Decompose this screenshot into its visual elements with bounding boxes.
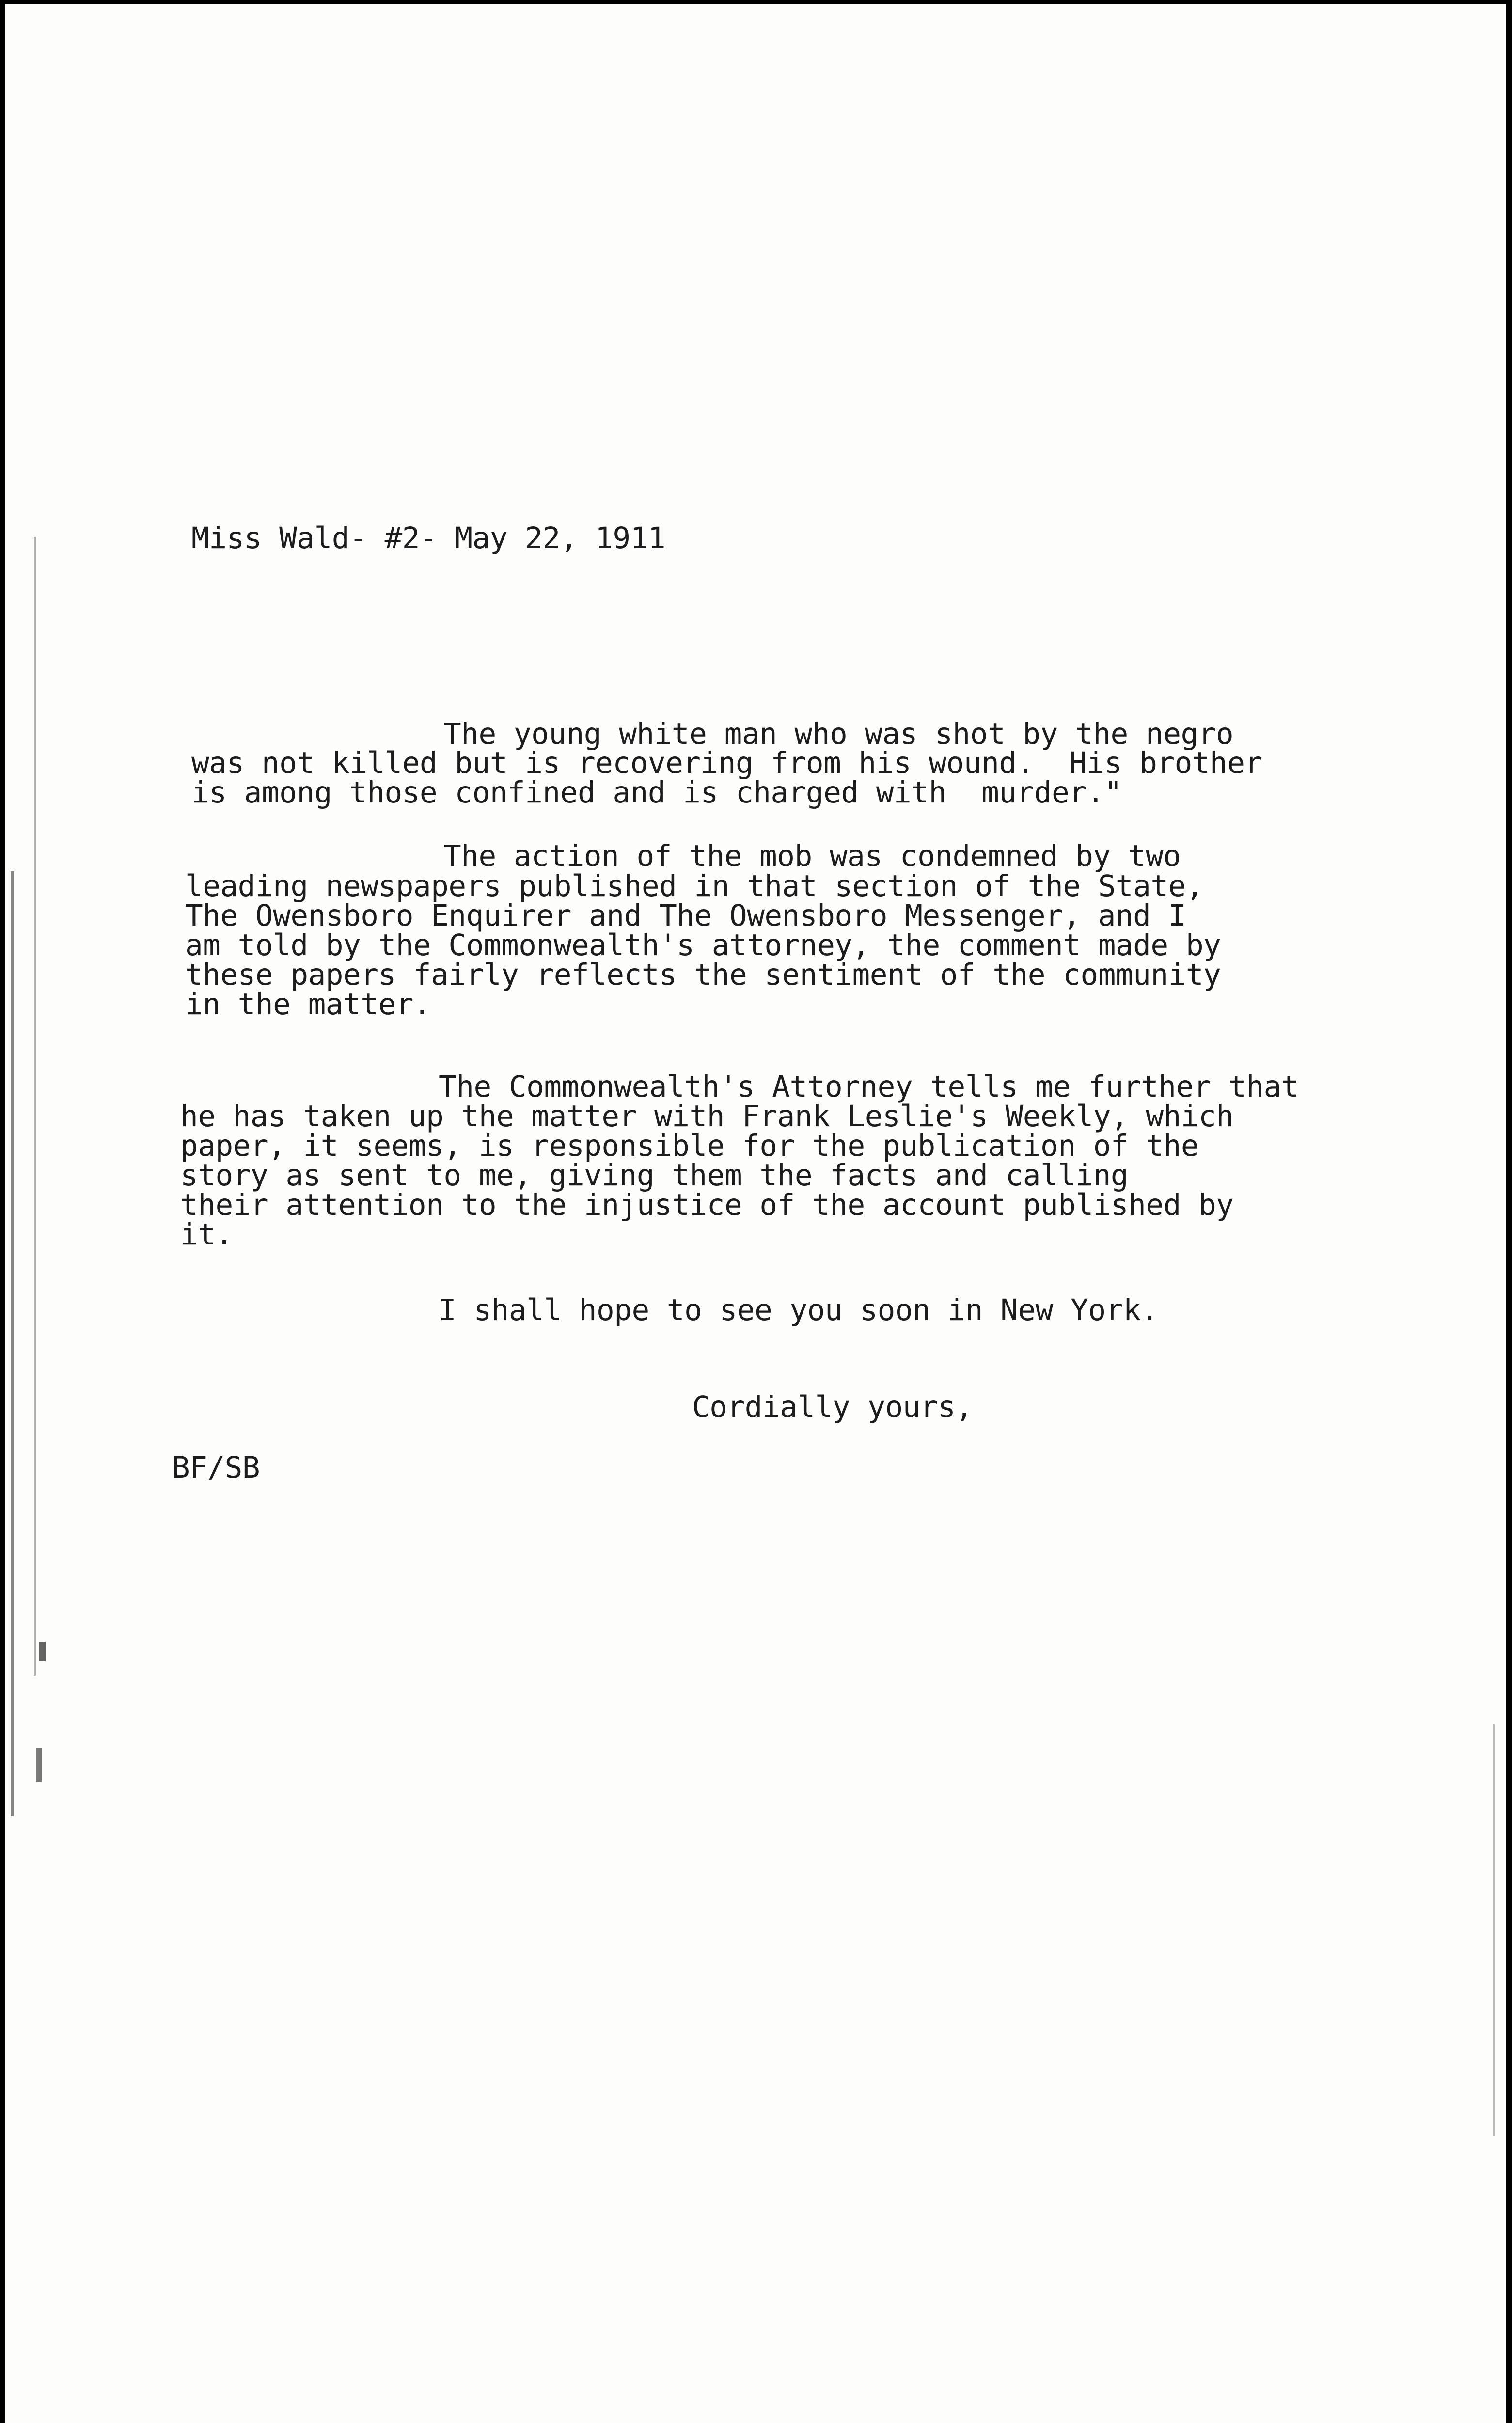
paragraph-2-line-6: in the matter. xyxy=(185,987,431,1022)
paragraph-3-line-3: paper, it seems, is responsible for the publication of the xyxy=(180,1129,1199,1163)
margin-speck xyxy=(39,1642,46,1661)
letter-closing: Cordially yours, xyxy=(692,1390,973,1424)
paragraph-1-line-2: was not killed but is recovering from his wound. His brother xyxy=(191,746,1262,780)
paragraph-2-line-1: The action of the mob was condemned by two xyxy=(443,839,1181,873)
paragraph-2-line-4: am told by the Commonwealth's attorney, the comment made by xyxy=(185,928,1221,962)
margin-scan-line xyxy=(1493,1724,1495,2136)
typist-initials: BF/SB xyxy=(172,1450,260,1485)
paragraph-3-line-2: he has taken up the matter with Frank Leslie's Weekly, which xyxy=(180,1099,1234,1133)
paragraph-2-line-2: leading newspapers published in that section of the State, xyxy=(185,869,1204,903)
paragraph-4-line-1: I shall hope to see you soon in New York. xyxy=(439,1293,1159,1327)
paragraph-1-line-3: is among those confined and is charged with murder." xyxy=(191,775,1122,810)
paragraph-3-line-6: it. xyxy=(180,1217,233,1252)
margin-scan-line xyxy=(11,871,14,1816)
letter-page xyxy=(5,4,1506,2423)
paragraph-3-line-1: The Commonwealth's Attorney tells me further that xyxy=(439,1070,1299,1104)
margin-speck xyxy=(36,1748,42,1782)
paragraph-1-line-1: The young white man who was shot by the negro xyxy=(443,717,1234,751)
paragraph-3-line-5: their attention to the injustice of the account published by xyxy=(180,1188,1234,1222)
margin-scan-line xyxy=(34,537,36,1676)
paragraph-2-line-3: The Owensboro Enquirer and The Owensboro Messenger, and I xyxy=(185,898,1186,933)
paragraph-3-line-4: story as sent to me, giving them the facts and calling xyxy=(180,1158,1129,1193)
paragraph-2-line-5: these papers fairly reflects the sentiment of the community xyxy=(185,958,1221,992)
letter-header: Miss Wald- #2- May 22, 1911 xyxy=(191,521,666,555)
